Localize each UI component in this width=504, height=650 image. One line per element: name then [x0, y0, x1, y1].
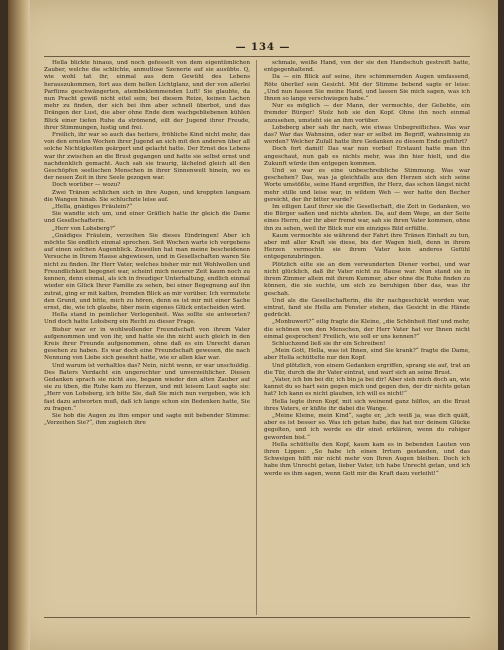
paragraph: „Gnädiges Fräulein, verzeihen Sie dieses Eindringen! Aber ich möchte Sie endlich einmal sprechen. Seit Wochen warte ich vergebens auf einen solchen Augenblick. Zuweilen hat man meine bescheidenen Versuche in Ihrem Hause abgewiesen, und in Gesellschaften waren Sie nicht zu finden. Ihr Herr Vater, welches bisher mir mit Wohlwollen und Freundlichkeit begegnet war, scheint mich neuerer Zeit kaum noch zu kennen, denn einmal, als ich in freudiger Unterhaltung, endlich einmal wieder ein Glück Ihrer Familie zu sehen, bei einer Begegnung auf ihn zutrat, ging er mit kalten, fremden Blick an mir vorüber. Ich vermutete den Grund, und bitte, mich zu hören, denn es ist mir mit einer Sache ernst, die, wie ich glaube, über mein eigenes Glück entscheiden wird.: [44, 232, 250, 311]
paragraph: Hella schüttelte den Kopf, kaum kam es in bebenden Lauten von ihren Lippen: „So habe ich einen Irrtum gestanden, und das Schweigen hilft mir nicht mehr von Ihren Augen bleiben. Doch ich habe ihm Unrecht getan, lieber Vater, ich habe Unrecht getan, und ich werde es ihm sagen, wenn Gott mir die Kraft dazu verleiht!“: [264, 441, 470, 477]
book-page: [8, 0, 498, 650]
right-text-column: [264, 60, 470, 615]
top-rule: [44, 56, 470, 57]
paragraph: Und plötzlich, von einem Gedanken ergriffen, sprang sie auf, trat an die Tür, durch die ihr Vater eintrat, und warf sich an seine Brust.: [264, 362, 470, 376]
left-text-column: [44, 60, 250, 615]
page-number-header: — 134 —: [235, 42, 291, 53]
bottom-rule: [44, 617, 470, 618]
paragraph: Sie hob die Augen zu ihm empor und sagte mit bebender Stimme: „Verzeihen Sie?“, ihm zugleich ihre: [44, 412, 250, 427]
book-spine: [8, 0, 30, 650]
paragraph: Und so war es eine unbeschreibliche Stimmung. Was war geschehen? Das, was ja gleichfalls aus den Herzen sich sich seine Worte umstößte, seine Hand ergriffen, ihr Herz, das schon längst nicht mehr stille und leise war, in wildem Weh — wer hatte den Becher gereicht, der ihr bitter wurde?: [264, 168, 470, 203]
paragraph: „Monbuwert?“ eilig fragte die Kleine, „die Schönheit fünf und mehr, die schönen von den Menschen, der Herr Vater hat vor Ihnen nicht einmal gesprochen! Freilich, wie soll er uns kennen?“: [264, 319, 470, 340]
paragraph: Lobsberg aber sah ihr nach, wie etwas Unbegreifliches. Was war das? War das Wahnsinn, oder war er selbst im Begriff, wahnsinnig zu werden? Welcher Zufall hatte ihre Gedanken zu diesem Ende geführt?: [264, 124, 470, 146]
paragraph: Freilich, ihr war so auch das heitere, fröhliche Kind nicht mehr, das von den ernsten Wochen ihrer Jugend an sich mit den anderen über all solche Nichtigkeiten geärgert und gelacht hatte. Der Ernst des Lebens war ihr zwischen an die Brust gegangen und hatte sie selbst ernst und nachdenklich gemacht. Auch sah sie traurig, lächelnd gleich all den Geschöpfen seelischen Menschen in ihrer Sinnenwelt hinein, wo es der neuen Zeit in ihre Seele gezogen war.: [44, 132, 250, 182]
paragraph: Schluchzend ließ sie ihr ein Schreiben!: [272, 340, 386, 347]
column-divider: [256, 60, 257, 615]
paragraph: Im eiligen Lauf ihrer sie die Gesellschaft, die Zeit in Gedanken, wo die Bürger saßen und nichts ahnten. Da, auf dem Wege, an der Seite eines Herrn, der ihr aber fremd war, sah sie ihren Vater kommen, ohne ihn zu sehen, weil ihr Blick nur ein einziges Bild erfüllte.: [264, 204, 470, 232]
paragraph: „Hella, gnädiges Fräulein?“: [52, 204, 133, 211]
paragraph: schmale, weiße Hand, von der sie den Handschuh gestreift hatte, entgegenhaltend.: [264, 60, 470, 74]
paragraph: Hella stand in peinlicher Verlegenheit. Was sollte sie antworten? Und doch hatte Lobsberg ein Recht zu dieser Frage.: [44, 312, 250, 326]
paragraph: Da — ein Blick auf seine, ihre schimmernden Augen umfassend, Röte überlief sein Gesicht. Mit der Stimme bebend sagte er leise: „Und nun fassen Sie meine Hand, und lassen Sie mich sagen, was ich Ihnen so lange verschwiegen habe.“: [264, 74, 470, 103]
paragraph: Und warum ist verhaltlos das? Nein, nicht wenn, er war unschuldig. Des Baters Verdacht ein ungerechter und unverzeihlicher. Diesen Gedanken sprach sie nicht aus, begann wieder den alten Zauber auf sie zu üben, die Ruhe kam zu Herzen, und mit leisem Laut sagte sie: „Herr von Lobsberg, ich bitte Sie, daß Sie mich nun vergeben, wie ich fast dazu antworten muß, daß ich lange schon ein Bedenken hatte, Sie zu fragen.“: [44, 362, 250, 412]
paragraph: Sie wandte sich um, und einer Gräflich hatte ihr gleich die Dame und Gesellschafterin.: [44, 211, 250, 225]
paragraph: Bisher war er in wohlwollender Freundschaft von ihrem Vater aufgenommen und von ihr, und hatte sie ihn nicht auch gleich in den Kreis ihrer Freunde aufgenommen, ohne daß es ein Unrecht daran gesehen zu haben. Es war doch eine Freundschaft gewesen, die nach Nennung von Liebe sich gesehnt hatte, wie er allen klar war.: [44, 326, 250, 362]
paragraph: Plötzlich eilte sie an dem verwunderten Diener vorbei, und war nicht glücklich, daß ihr Vater nicht zu Hause war. Nun stand sie in ihrem Zimmer allein mit ihrem Kummer, aber ohne die Ruhe finden zu können, die sie suchte, um sich zu beruhigen über das, was ihr geschah.: [264, 261, 470, 297]
paragraph: „Mein Gott, Hella, was ist Ihnen, sind Sie krank?“ fragte die Dame, aber Hella schüttelte nur den Kopf.: [264, 348, 470, 362]
paragraph: Hella legte ihren Kopf, mit sich weinend ganz hilflos, an die Brust ihres Vaters, er küßte ihr dabei die Wange.: [264, 398, 470, 412]
paragraph: Hella blickte hinaus, und noch gefesselt von dem eigentümlichen Zauber, welche die schlichte, anmutlose Szenerie auf sie ausübte. Q, wie wohl tat ihr, einmal aus dem Gewühl des Lebens herauszukommen, fort aus dem hellen Lichtglanz, und der von allerlei Parfüms geschwängerten, atembeklemmenden Luft! Sie glaubte, da nun Pracht gewiß nicht eitel sein; bei diesem Reize, keinen Lachen mehr zu finden, der sich bei ihm aber schnell überbot, und das Drängen der Lust, die aber ohne Ende dem wachgebliebenen kühlen Blick einer tiefen Ruhe da strömend, eilt der Jugend ihrer Freude, ihrer Stimmungen, lustig und frei.: [44, 60, 250, 131]
paragraph: Doch fort damit! Das war nun vorbei! Erstaunt hatte man ihn angeschaut, nun gab es nichts mehr, was ihn hier hielt, und die Zukunft würde ihm entgegen kommen.: [264, 146, 470, 167]
paragraph: „Meine Kleine, mein Kind“, sagte er, „ich weiß ja, was dich quält, aber es ist besser so. Was ich getan habe, das hat nur deinem Glücke gegolten, und ich werde es dir einst erklären, wenn du ruhiger geworden bist.“: [264, 412, 470, 441]
paragraph: Nur es möglich — der Mann, der vermochte, der Geliebte, ein fremder Bürger! Stolz hob sie den Kopf. Ohne ihn noch einmal anzusehen, umsteht sie an ihm vorüber.: [264, 103, 470, 124]
paragraph: Kaum vermochte sie während der Fahrt ihre Tränen Einhalt zu tun, aber mit aller Kraft sie diese, bis der Wagen hielt, denn in ihrem Herzen vermochte sie ihrem Vater kein anderes Gefühl entgegenzubringen.: [264, 232, 470, 261]
paragraph: „Herr von Lobsberg?“: [52, 225, 116, 232]
paragraph: Zwei Tränen schlichen sich in ihre Augen, und kroppten langsam die Wangen hinab. Sie schluchzte leise auf.: [44, 189, 250, 203]
paragraph: Und als die Gesellschafterin, die ihr nachgeschickt worden war, eintrat, fand sie Hella am Fenster stehen, das Gesicht in die Hände gedrückt.: [264, 297, 470, 319]
paragraph: „Vater, ich bin bei dir, ich bin ja bei dir! Aber sieh mich doch an, wie kannst du so hart sein gegen mich und gegen den, der dir nichts getan hat? Ich kann es nicht glauben, ich will es nicht!“: [264, 376, 470, 398]
paragraph: Doch worüber — wozu?: [52, 182, 121, 189]
